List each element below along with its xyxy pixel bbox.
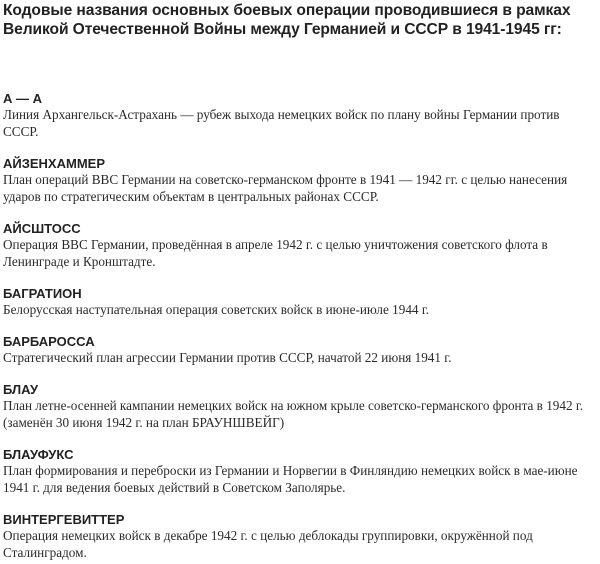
entry-blaufuchs [3, 447, 594, 496]
entry-term: БЛАУ [3, 382, 39, 397]
entry-definition: Стратегический план агрессии Германии против СССР, начатой 22 июня 1941 г. [3, 350, 452, 365]
entry-barbarossa [3, 334, 594, 366]
entry-term: БАРБАРОССА [3, 334, 95, 349]
entry-term: АЙСШТОСС [3, 221, 81, 236]
entry-definition: Белорусская наступательная операция советских войск в июне-июле 1944 г. [3, 302, 430, 317]
title-line-1: Кодовые названия основных боевых операции проводившиеся в рамках [3, 2, 571, 19]
entry-definition: План летне-осенней кампании немецких войск на южном крыле советско-германского фронта в 1942 г. (заменён 30 июня 1942 г. на план БРАУНШВЕЙГ) [3, 398, 584, 430]
entry-term: БЛАУФУКС [3, 447, 74, 462]
entry-definition: Линия Архангельск-Астрахань — рубеж выхода немецких войск по плану войны Германии против СССР. [3, 107, 560, 139]
entry-term: А — А [3, 91, 42, 106]
entry-bagration [3, 286, 594, 318]
title-line-2: Великой Отечественной Войны между Германией и СССР в 1941-1945 гг: [3, 21, 562, 38]
entry-definition: План операций ВВС Германии на советско-германском фронте в 1941 — 1942 гг. с целью нанесения ударов по стратегическим объектам в центральных районах СССР. [3, 172, 568, 204]
entry-definition: Операция немецких войск в декабре 1942 г. с целью деблокады группировки, окружённой под Сталинградом. [3, 528, 533, 560]
entry-blau [3, 382, 594, 431]
entry-eisstoss [3, 221, 594, 270]
entry-a-a [3, 91, 594, 140]
entry-term: АЙЗЕНХАММЕР [3, 156, 105, 171]
entry-wintergewitter [3, 512, 594, 561]
entry-term: БАГРАТИОН [3, 286, 82, 301]
entry-definition: План формирования и переброски из Германии и Норвегии в Финляндию немецких войск в мае-июне 1941 г. для ведения боевых действий в Советском Заполярье. [3, 463, 578, 495]
entry-term: ВИНТЕРГЕВИТТЕР [3, 512, 125, 527]
entry-definition: Операция ВВС Германии, проведённая в апреле 1942 г. с целью уничтожения советского флота в Ленинграде и Кронштадте. [3, 237, 548, 269]
operations-list [3, 91, 594, 561]
page-title [3, 0, 594, 39]
entry-eisenhammer [3, 156, 594, 205]
